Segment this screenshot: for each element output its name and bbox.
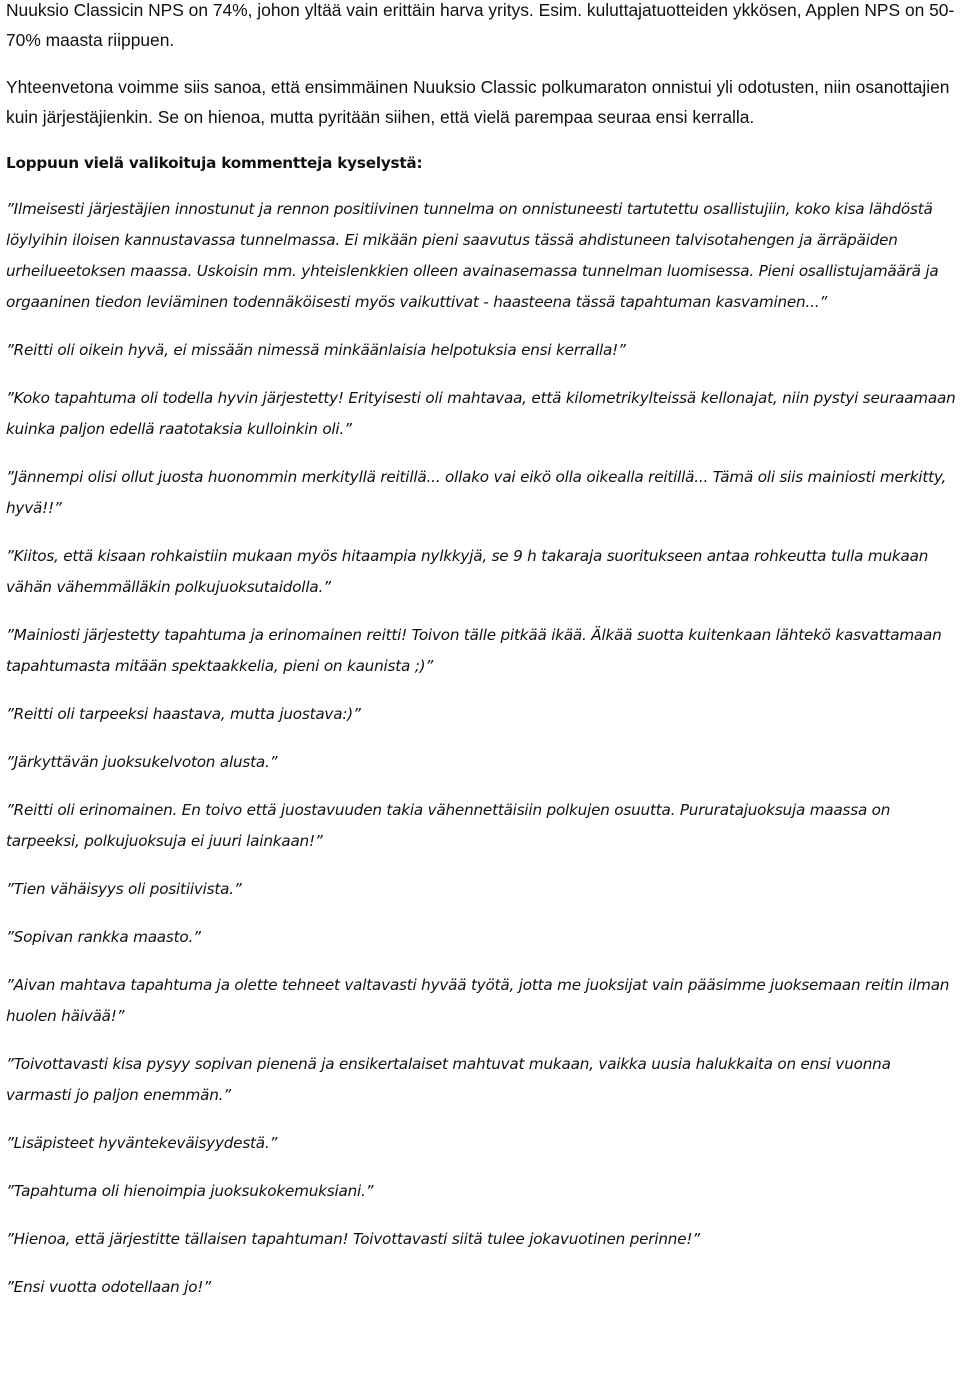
comment-quote: ”Kiitos, että kisaan rohkaistiin mukaan myös hitaampia nylkkyjä, se 9 h takaraja suoritukseen antaa rohkeutta tulla mukaan vähän vähemmälläkin polkujuoksutaidolla.” — [6, 547, 929, 596]
comment-quote: ”Koko tapahtuma oli todella hyvin järjestetty! Erityisesti oli mahtavaa, että kilometrikylteissä kellonajat, niin pystyi seuraamaan kuinka paljon edellä raatotaksia kulloinkin oli.” — [6, 389, 956, 438]
comment-quote: ”Tien vähäisyys oli positiivista.” — [6, 880, 242, 898]
comment-quote: ”Järkyttävän juoksukelvoton alusta.” — [6, 753, 278, 771]
comment-quote: ”Ensi vuotta odotellaan jo!” — [6, 1278, 211, 1296]
comment-quote: ”Hienoa, että järjestitte tällaisen tapahtuman! Toivottavasti siitä tulee jokavuotinen perinne!” — [6, 1230, 700, 1248]
comment-quote: ”Toivottavasti kisa pysyy sopivan pienenä ja ensikertalaiset mahtuvat mukaan, vaikka uusia halukkaita on ensi vuonna varmasti jo paljon enemmän.” — [6, 1055, 891, 1104]
comment-quote: ”Reitti oli oikein hyvä, ei missään nimessä minkäänlaisia helpotuksia ensi kerralla!” — [6, 341, 626, 359]
comment-quote: ”Lisäpisteet hyväntekeväisyydestä.” — [6, 1134, 278, 1152]
comment-quote: ”Ilmeisesti järjestäjien innostunut ja rennon positiivinen tunnelma on onnistuneesti tartutettu osallistujiin, koko kisa lähdöstä löylyihin iloisen kannustavassa tunnelmassa. Ei mikään pieni saavutus tässä ahdistuneen talvisotahengen ja ärräpäiden urheilueetoksen maassa. Uskoisin mm. yhteislenkkien olleen avainasemassa tunnelman luomisessa. Pieni osallistujamäärä ja orgaaninen tiedon leviäminen todennäköisesti myös vaikuttivat - haasteena tässä tapahtuman kasvaminen...” — [6, 200, 939, 311]
comment-quote: ”Aivan mahtava tapahtuma ja olette tehneet valtavasti hyvää työtä, jotta me juoksijat vain pääsimme juoksemaan reitin ilman huolen häivää!” — [6, 976, 950, 1025]
comments-list — [6, 194, 958, 1303]
intro-summary-paragraph: Yhteenvetona voimme siis sanoa, että ensimmäinen Nuuksio Classic polkumaraton onnistui yli odotusten, niin osanottajien kuin järjestäjienkin. Se on hienoa, mutta pyritään siihen, että vielä parempaa seuraa ensi kerralla. — [6, 77, 950, 127]
comments-heading: Loppuun vielä valikoituja kommentteja kyselystä: — [6, 154, 423, 172]
comment-quote: ”Tapahtuma oli hienoimpia juoksukokemuksiani.” — [6, 1182, 374, 1200]
comment-quote: ”Reitti oli tarpeeksi haastava, mutta juostava:)” — [6, 705, 361, 723]
comment-quote: ”Reitti oli erinomainen. En toivo että juostavuuden takia vähennettäisiin polkujen osuutta. Pururatajuoksuja maassa on tarpeeksi, polkujuoksuja ei juuri lainkaan!” — [6, 801, 891, 850]
comment-quote: ”Mainiosti järjestetty tapahtuma ja erinomainen reitti! Toivon tälle pitkää ikää. Älkää suotta kuitenkaan lähtekö kasvattamaan tapahtumasta mitään spektaakkelia, pieni on kaunista ;)” — [6, 626, 942, 675]
comment-quote: ”Sopivan rankka maasto.” — [6, 928, 201, 946]
document-page — [6, 0, 958, 1320]
intro-nps-paragraph: Nuuksio Classicin NPS on 74%, johon yltää vain erittäin harva yritys. Esim. kuluttajatuotteiden ykkösen, Applen NPS on 50-70% maasta riippuen. — [6, 0, 955, 50]
comment-quote: ”Jännempi olisi ollut juosta huonommin merkityllä reitillä... ollako vai eikö olla oikealla reitillä... Tämä oli siis mainiosti merkitty, hyvä!!” — [6, 468, 947, 517]
